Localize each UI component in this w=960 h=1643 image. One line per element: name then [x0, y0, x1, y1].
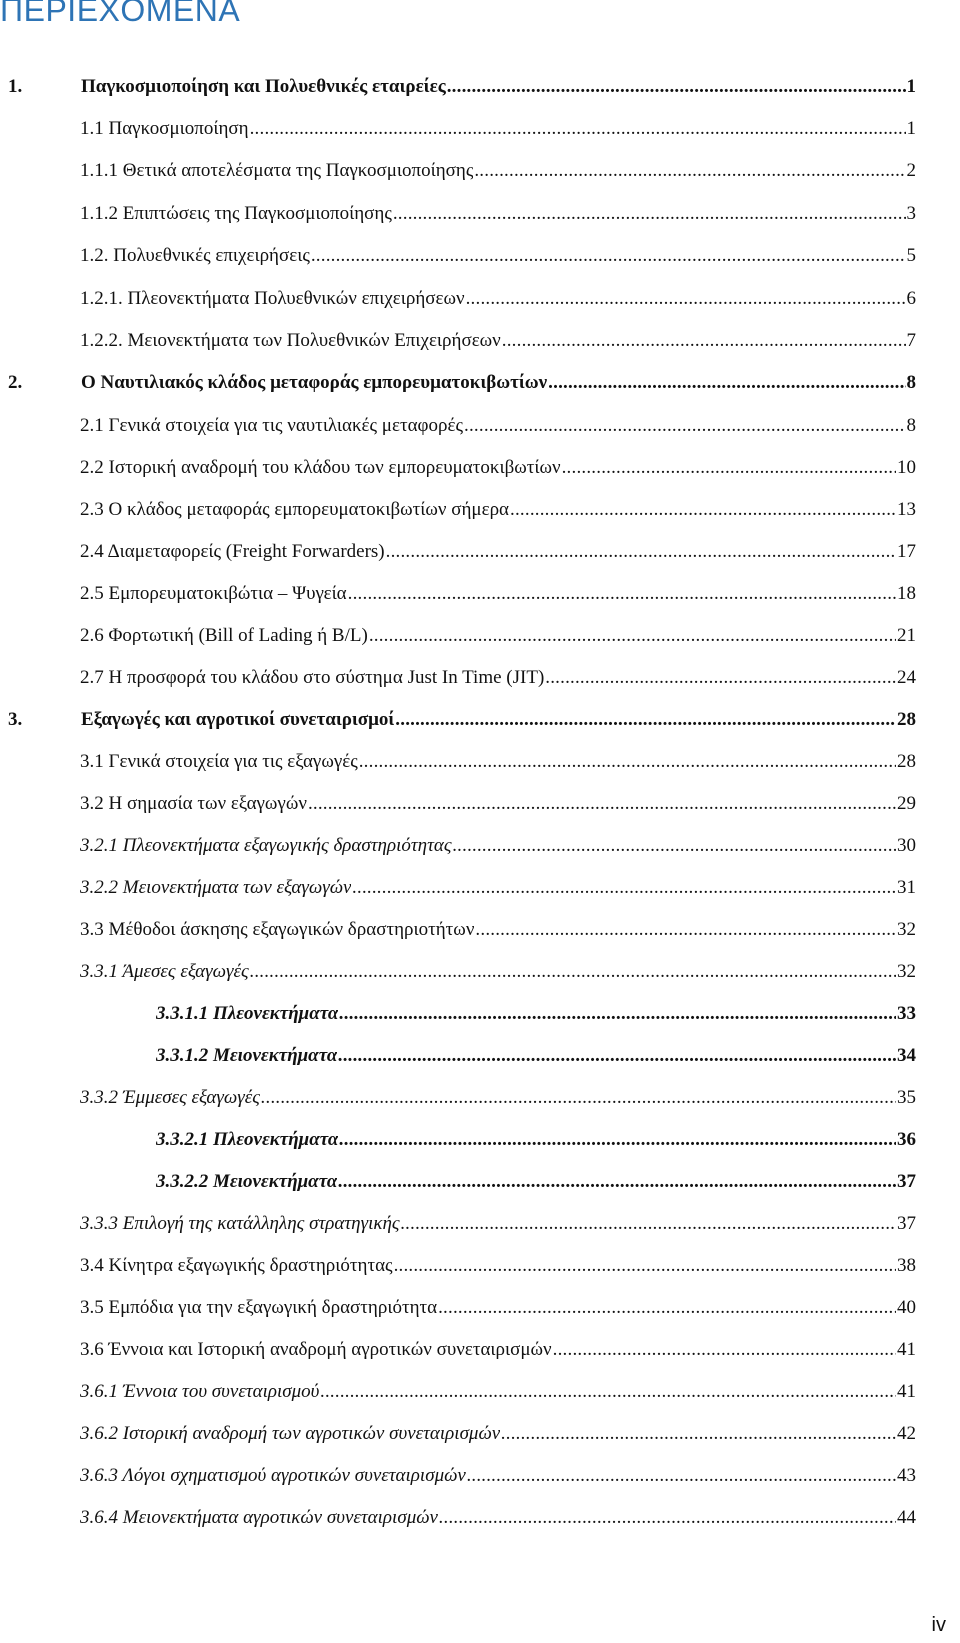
dot-leader [467, 1465, 896, 1487]
toc-entry-page: 21 [897, 625, 916, 646]
toc-entry[interactable] [80, 1507, 916, 1529]
dot-leader [393, 203, 906, 225]
dot-leader [510, 499, 896, 521]
dot-leader [439, 1507, 896, 1529]
dot-leader [250, 118, 906, 140]
toc-entry-title: 1.2.1. Πλεονεκτήματα Πολυεθνικών επιχειρήσεων [80, 288, 465, 309]
dot-leader [438, 1297, 896, 1319]
dot-leader [395, 709, 896, 731]
toc-entry[interactable] [80, 457, 916, 479]
toc-entry-title: 2.1 Γενικά στοιχεία για τις ναυτιλιακές μεταφορές [80, 415, 464, 436]
dot-leader [348, 583, 896, 605]
toc-entry-title: 3.3 Μέθοδοι άσκησης εξαγωγικών δραστηριοτήτων [80, 919, 475, 940]
toc-entry-title: 3.4 Κίνητρα εξαγωγικής δραστηριότητας [80, 1255, 393, 1276]
toc-entry-title: 2.2 Ιστορική αναδρομή του κλάδου των εμπορευματοκιβωτίων [80, 457, 561, 478]
toc-entry-page: 8 [906, 372, 916, 393]
toc-entry-page: 32 [897, 919, 916, 940]
toc-entry[interactable] [80, 245, 916, 267]
toc-entry[interactable] [80, 118, 916, 140]
dot-leader [548, 372, 905, 394]
toc-entry[interactable] [80, 541, 916, 563]
dot-leader [562, 457, 896, 479]
toc-entry-page: 5 [906, 245, 916, 266]
toc-entry-page: 35 [897, 1087, 916, 1108]
dot-leader [466, 288, 906, 310]
toc-entry-title: Εξαγωγές και αγροτικοί συνεταιρισμοί [81, 709, 395, 730]
dot-leader [386, 541, 896, 563]
dot-leader [553, 1339, 896, 1361]
toc-entry-title: 2.3 Ο κλάδος μεταφοράς εμπορευματοκιβωτίων σήμερα [80, 499, 510, 520]
toc-entry[interactable] [80, 415, 916, 437]
toc-entry[interactable] [80, 877, 916, 899]
toc-entry-page: 37 [897, 1213, 916, 1234]
toc-entry-page: 30 [897, 835, 916, 856]
toc-entry-page: 13 [897, 499, 916, 520]
toc-entry[interactable] [80, 1339, 916, 1361]
toc-entry-page: 42 [897, 1423, 916, 1444]
toc-entry[interactable] [80, 1213, 916, 1235]
toc-entry-title: 3.6 Έννοια και Ιστορική αναδρομή αγροτικών συνεταιρισμών [80, 1339, 552, 1360]
toc-entry[interactable] [80, 499, 916, 521]
toc-entry-page: 36 [897, 1129, 916, 1150]
toc-entry-title: 1.1 Παγκοσμιοποίηση [80, 118, 249, 139]
toc-entry-title: 3.3.2.1 Πλεονεκτήματα [156, 1129, 339, 1150]
toc-entry-page: 38 [897, 1255, 916, 1276]
toc-entry-page: 41 [897, 1381, 916, 1402]
toc-entry-page: 28 [897, 709, 916, 730]
toc-entry-number: 1. [8, 76, 23, 97]
toc-entry-title: 1.1.1 Θετικά αποτελέσματα της Παγκοσμιοποίησης [80, 160, 474, 181]
toc-entry-title: 3.2.1 Πλεονεκτήματα εξαγωγικής δραστηριότητας [80, 835, 452, 856]
dot-leader [359, 751, 896, 773]
toc-entry-title: 2.4 Διαμεταφορείς (Freight Forwarders) [80, 541, 385, 562]
toc-entry-page: 1 [906, 76, 916, 97]
dot-leader [320, 1381, 896, 1403]
toc-entry-number: 2. [8, 372, 23, 393]
toc-entry[interactable] [80, 919, 916, 941]
toc-entry-title: 3.2 Η σημασία των εξαγωγών [80, 793, 307, 814]
toc-entry-title: 3.6.2 Ιστορική αναδρομή των αγροτικών συνεταιρισμών [80, 1423, 501, 1444]
dot-leader [464, 415, 905, 437]
toc-entry-page: 17 [897, 541, 916, 562]
dot-leader [339, 1003, 896, 1025]
toc-entry-title: 3.3.2 Έμμεσες εξαγωγές [80, 1087, 260, 1108]
toc-entry-page: 33 [897, 1003, 916, 1024]
toc-entry-page: 41 [897, 1339, 916, 1360]
toc-entry-page: 2 [906, 160, 916, 181]
toc-entry-page: 31 [897, 877, 916, 898]
toc-entry[interactable] [80, 1423, 916, 1445]
toc-entry[interactable] [80, 667, 916, 689]
dot-leader [369, 625, 896, 647]
dot-leader [261, 1087, 896, 1109]
toc-entry-title: 2.5 Εμπορευματοκιβώτια – Ψυγεία [80, 583, 347, 604]
toc-entry-page: 43 [897, 1465, 916, 1486]
dot-leader [502, 330, 906, 352]
dot-leader [311, 245, 906, 267]
toc-entry[interactable] [80, 330, 916, 352]
toc-entry[interactable] [80, 288, 916, 310]
toc-entry-title: Ο Ναυτιλιακός κλάδος μεταφοράς εμπορευματοκιβωτίων [81, 372, 548, 393]
dot-leader [250, 961, 896, 983]
toc-entry-page: 3 [906, 203, 916, 224]
toc-entry[interactable] [80, 835, 916, 857]
dot-leader [308, 793, 896, 815]
toc-entry-title: Παγκοσμιοποίηση και Πολυεθνικές εταιρείες [81, 76, 446, 97]
toc-entry-title: 3.3.3 Επιλογή της κατάλληλης στρατηγικής [80, 1213, 400, 1234]
toc-entry-page: 1 [906, 118, 916, 139]
toc-entry[interactable] [156, 1129, 916, 1151]
toc-entry-page: 40 [897, 1297, 916, 1318]
toc-entry-page: 7 [906, 330, 916, 351]
toc-entry[interactable] [80, 203, 916, 225]
toc-entry[interactable] [8, 76, 916, 98]
toc-entry[interactable] [80, 1255, 916, 1277]
toc-heading: ΠΕΡΙΕΧΟΜΕΝΑ [0, 0, 241, 28]
toc-entry-page: 8 [906, 415, 916, 436]
toc-entry[interactable] [80, 1381, 916, 1403]
toc-entry-title: 3.3.1 Άμεσες εξαγωγές [80, 961, 249, 982]
toc-entry[interactable] [156, 1171, 916, 1193]
dot-leader [453, 835, 896, 857]
toc-entry-page: 18 [897, 583, 916, 604]
toc-entry-page: 6 [906, 288, 916, 309]
toc-entry-title: 3.6.1 Έννοια του συνεταιρισμού [80, 1381, 320, 1402]
toc-entry-title: 1.2. Πολυεθνικές επιχειρήσεις [80, 245, 310, 266]
toc-entry-title: 2.6 Φορτωτική (Bill of Lading ή B/L) [80, 625, 368, 646]
dot-leader [339, 1129, 896, 1151]
toc-entry-page: 44 [897, 1507, 916, 1528]
toc-entry[interactable] [80, 793, 916, 815]
toc-entry[interactable] [156, 1045, 916, 1067]
dot-leader [545, 667, 896, 689]
toc-entry-title: 3.2.2 Μειονεκτήματα των εξαγωγών [80, 877, 352, 898]
toc-entry-number: 3. [8, 709, 23, 730]
toc-entry-title: 3.6.3 Λόγοι σχηματισμού αγροτικών συνεταιρισμών [80, 1465, 466, 1486]
toc-entry-title: 3.3.2.2 Μειονεκτήματα [156, 1171, 338, 1192]
dot-leader [475, 919, 896, 941]
toc-entry[interactable] [80, 1297, 916, 1319]
toc-entry[interactable] [80, 625, 916, 647]
dot-leader [474, 160, 905, 182]
toc-entry[interactable] [80, 160, 916, 182]
toc-entry[interactable] [80, 1465, 916, 1487]
toc-entry[interactable] [80, 1087, 916, 1109]
dot-leader [338, 1171, 896, 1193]
toc-entry-title: 2.7 Η προσφορά του κλάδου στο σύστημα Just In Time (JIT) [80, 667, 545, 688]
toc-entry-page: 34 [897, 1045, 916, 1066]
toc-entry-page: 28 [897, 751, 916, 772]
toc-entry-page: 32 [897, 961, 916, 982]
toc-entry-title: 3.1 Γενικά στοιχεία για τις εξαγωγές [80, 751, 358, 772]
toc-entry-title: 3.5 Εμπόδια για την εξαγωγική δραστηριότητα [80, 1297, 438, 1318]
toc-entry-title: 3.3.1.1 Πλεονεκτήματα [156, 1003, 339, 1024]
toc-entry[interactable] [8, 709, 916, 731]
toc-entry-title: 1.2.2. Μειονεκτήματα των Πολυεθνικών Επιχειρήσεων [80, 330, 501, 351]
dot-leader [501, 1423, 896, 1445]
toc-entry[interactable] [8, 372, 916, 394]
toc-entry-title: 3.6.4 Μειονεκτήματα αγροτικών συνεταιρισμών [80, 1507, 438, 1528]
toc-entry[interactable] [80, 961, 916, 983]
dot-leader [447, 76, 906, 98]
toc-entry-page: 29 [897, 793, 916, 814]
toc-entry-title: 1.1.2 Επιπτώσεις της Παγκοσμιοποίησης [80, 203, 392, 224]
dot-leader [394, 1255, 896, 1277]
page-number: iv [931, 1614, 946, 1636]
dot-leader [352, 877, 896, 899]
toc-entry[interactable] [80, 583, 916, 605]
toc-entry-title: 3.3.1.2 Μειονεκτήματα [156, 1045, 338, 1066]
dot-leader [338, 1045, 896, 1067]
toc-entry-page: 10 [897, 457, 916, 478]
toc-entry-page: 24 [897, 667, 916, 688]
toc-entry[interactable] [156, 1003, 916, 1025]
toc-entry-page: 37 [897, 1171, 916, 1192]
dot-leader [401, 1213, 896, 1235]
toc-entry[interactable] [80, 751, 916, 773]
